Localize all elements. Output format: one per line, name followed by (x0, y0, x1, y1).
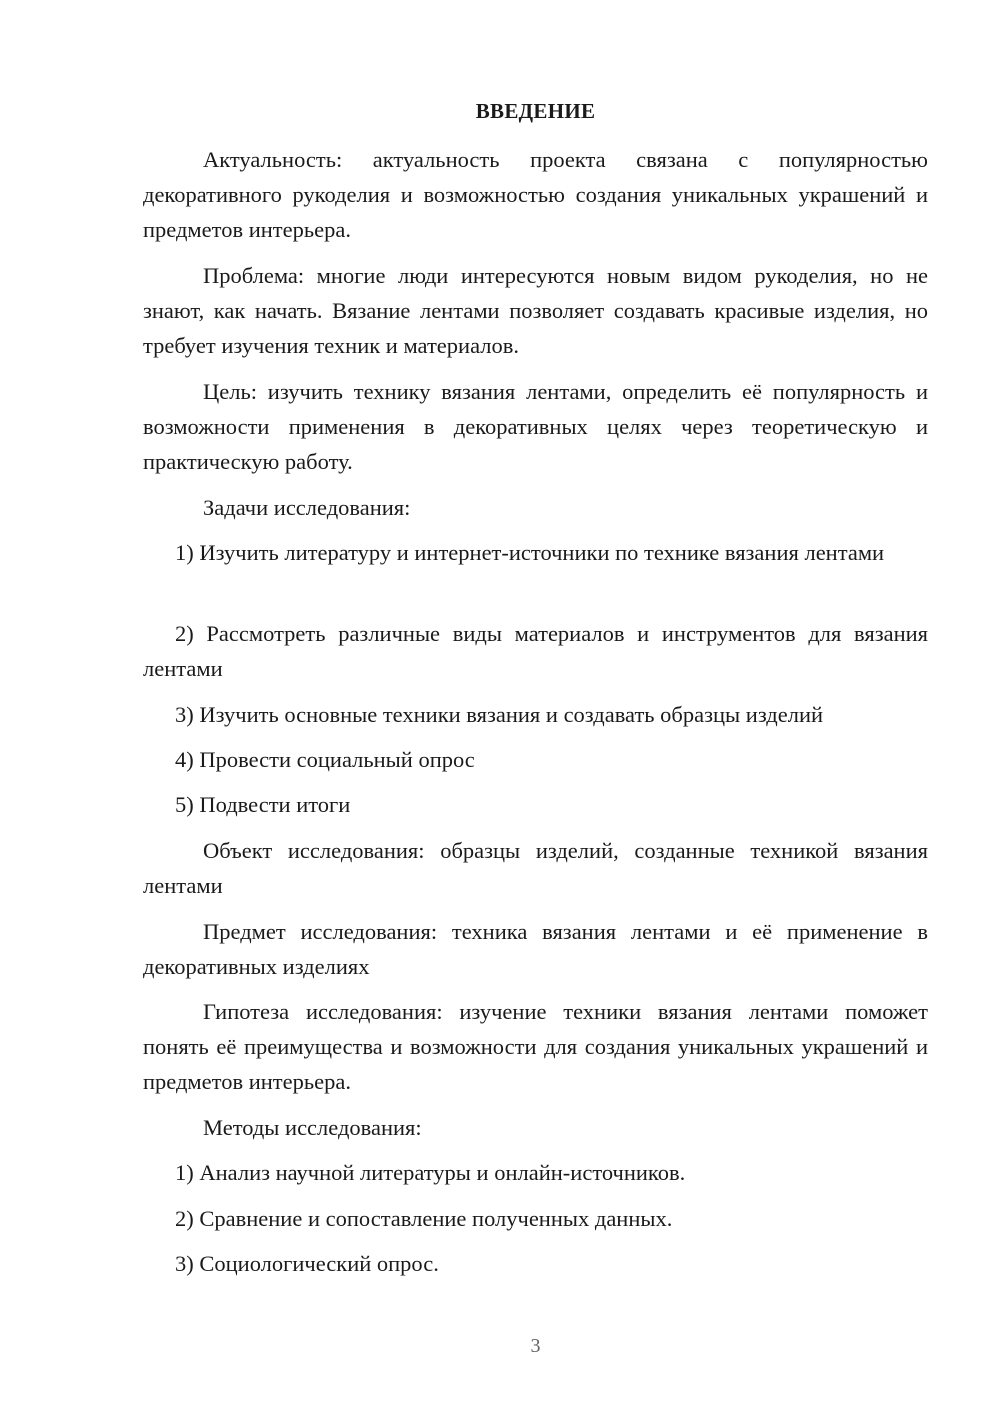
paragraph-hypothesis: Гипотеза исследования: изучение техники вязания лентами поможет понять её преимущества и возможности для создания уникальных украшений и предметов интерьера. (143, 999, 928, 1094)
paragraph-object: Объект исследования: образцы изделий, созданные техникой вязания лентами (143, 838, 928, 898)
paragraph-tasks-heading: Задачи исследования: (203, 495, 411, 520)
list-item-task-4: 4) Провести социальный опрос (175, 747, 475, 772)
list-item-task-2: 2) Рассмотреть различные виды материалов и инструментов для вязания лентами (143, 621, 928, 681)
paragraph-problem: Проблема: многие люди интересуются новым видом рукоделия, но не знают, как начать. Вязание лентами позволяет создавать красивые изделия, но требует изучения техник и материалов. (143, 263, 928, 358)
paragraph-methods-heading: Методы исследования: (203, 1115, 422, 1140)
list-item-method-1: 1) Анализ научной литературы и онлайн-источников. (175, 1160, 686, 1185)
document-page (143, 0, 928, 1414)
paragraph-relevance: Актуальность: актуальность проекта связана с популярностью декоративного рукоделия и возможностью создания уникальных украшений и предметов интерьера. (143, 147, 928, 242)
list-item-task-3: 3) Изучить основные техники вязания и создавать образцы изделий (175, 702, 824, 727)
list-item-method-2: 2) Сравнение и сопоставление полученных данных. (175, 1206, 673, 1231)
page-number: 3 (530, 1335, 541, 1357)
paragraph-subject: Предмет исследования: техника вязания лентами и её применение в декоративных изделиях (143, 919, 928, 979)
list-item-method-3: 3) Социологический опрос. (175, 1251, 439, 1276)
page-title: ВВЕДЕНИЕ (475, 99, 596, 123)
paragraph-goal: Цель: изучить технику вязания лентами, определить её популярность и возможности применения в декоративных целях через теоретическую и практическую работу. (143, 379, 928, 474)
list-item-task-5: 5) Подвести итоги (175, 792, 351, 817)
list-item-task-1: 1) Изучить литературу и интернет-источники по технике вязания лентами (175, 540, 885, 565)
